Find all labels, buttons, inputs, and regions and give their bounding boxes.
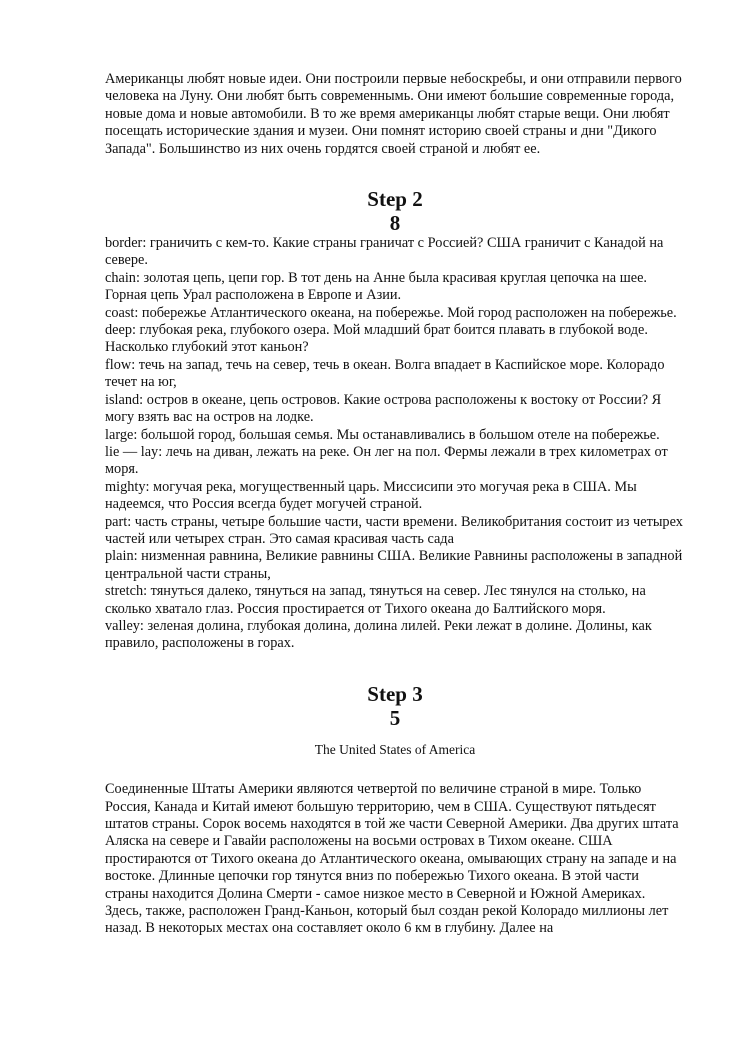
step3-subtitle: The United States of America xyxy=(314,741,476,757)
vocab-entry-large: large: большой город, большая семья. Мы останавливались в большом отеле на побережье. xyxy=(105,426,660,443)
vocab-entry-border: border: граничить с кем-то. Какие страны граничат с Россией? США граничит с Канадой на севере. xyxy=(105,235,664,269)
vocab-entry-coast: coast: побережье Атлантического океана, на побережье. Мой город расположен на побережье. xyxy=(105,304,677,321)
vocab-entry-stretch: stretch: тянуться далеко, тянуться на запад, тянуться на север. Лес тянулся на столько, на сколько хватало глаз. Россия простирается от Тихого океана до Балтийского моря. xyxy=(105,583,646,617)
vocab-entry-flow: flow: течь на запад, течь на север, течь в океан. Волга впадает в Каспийское море. Колорадо течет на юг, xyxy=(105,356,665,391)
step3-body-paragraph: Соединенные Штаты Америки являются четвертой по величине страной в мире. Только Россия, Канада и Китай имеют большую территорию, чем в США. Существуют пятьдесят штатов страны. Сорок восемь находятся в той же части Северной Америки. Два других штата Аляска на севере и Гавайи расположены на восьми островах в Тихом океане. США простираются от Тихого океана до Атлантического океана, омывающих страну на западе и на востоке. Длинные цепочки гор тянутся вниз по побережью Тихого океана. В этой части страны находится Долина Смерти - самое низкое место в Северной и Южной Америках. Здесь, также, расположен Гранд-Каньон, который был создан рекой Колорадо миллионы лет назад. В некоторых местах она составляет около 6 км в глубину. Далее на xyxy=(105,781,679,937)
step3-title: Step 3 xyxy=(367,681,423,706)
step2-title: Step 2 xyxy=(367,187,423,212)
step2-number: 8 xyxy=(389,211,401,236)
vocab-entry-valley: valley: зеленая долина, глубокая долина, долина лилей. Реки лежат в долине. Долины, как правило, расположены в горах. xyxy=(105,617,652,652)
vocab-entry-part: part: часть страны, четыре большие части, части времени. Великобритания состоит из четырех частей или четырех стран. Это самая красивая часть сада xyxy=(105,513,683,547)
step3-section xyxy=(105,682,685,938)
vocab-entry-deep: deep: глубокая река, глубокого озера. Мой младший брат боится плавать в глубокой воде. Насколько глубокий этот каньон? xyxy=(105,322,648,356)
vocabulary-list xyxy=(105,235,685,653)
step2-section xyxy=(105,187,685,653)
vocab-entry-chain: chain: золотая цепь, цепи гор. В тот день на Анне была красивая круглая цепочка на шее. Горная цепь Урал расположена в Европе и Азии. xyxy=(105,269,647,304)
vocab-entry-island: island: остров в океане, цепь островов. Какие острова расположены к востоку от России? Я могу взять вас на остров на лодке. xyxy=(105,391,662,426)
vocab-entry-plain: plain: низменная равнина, Великие равнины США. Великие Равнины расположены в западной центральной части страны, xyxy=(105,548,683,582)
vocab-entry-lie: lie — lay: лечь на диван, лежать на реке. Он лег на пол. Фермы лежали в трех километрах от моря. xyxy=(105,443,668,478)
intro-paragraph: Американцы любят новые идеи. Они построили первые небоскребы, и они отправили первого человека на Луну. Они любят быть современнымь. Они имеют большие современные города, новые дома и новые автомобили. В то же время американцы любят старые вещи. Они любят посещать исторические здания и музеи. Они помнят историю своей страны и дни "Дикого Запада". Большинство из них очень гордятся своей страной и любят ее. xyxy=(105,71,682,157)
document-page xyxy=(105,71,685,938)
step3-number: 5 xyxy=(389,705,401,730)
vocab-entry-mighty: mighty: могучая река, могущественный царь. Миссисипи это могучая река в США. Мы надеемся, что Россия всегда будет могучей страной. xyxy=(105,478,637,513)
